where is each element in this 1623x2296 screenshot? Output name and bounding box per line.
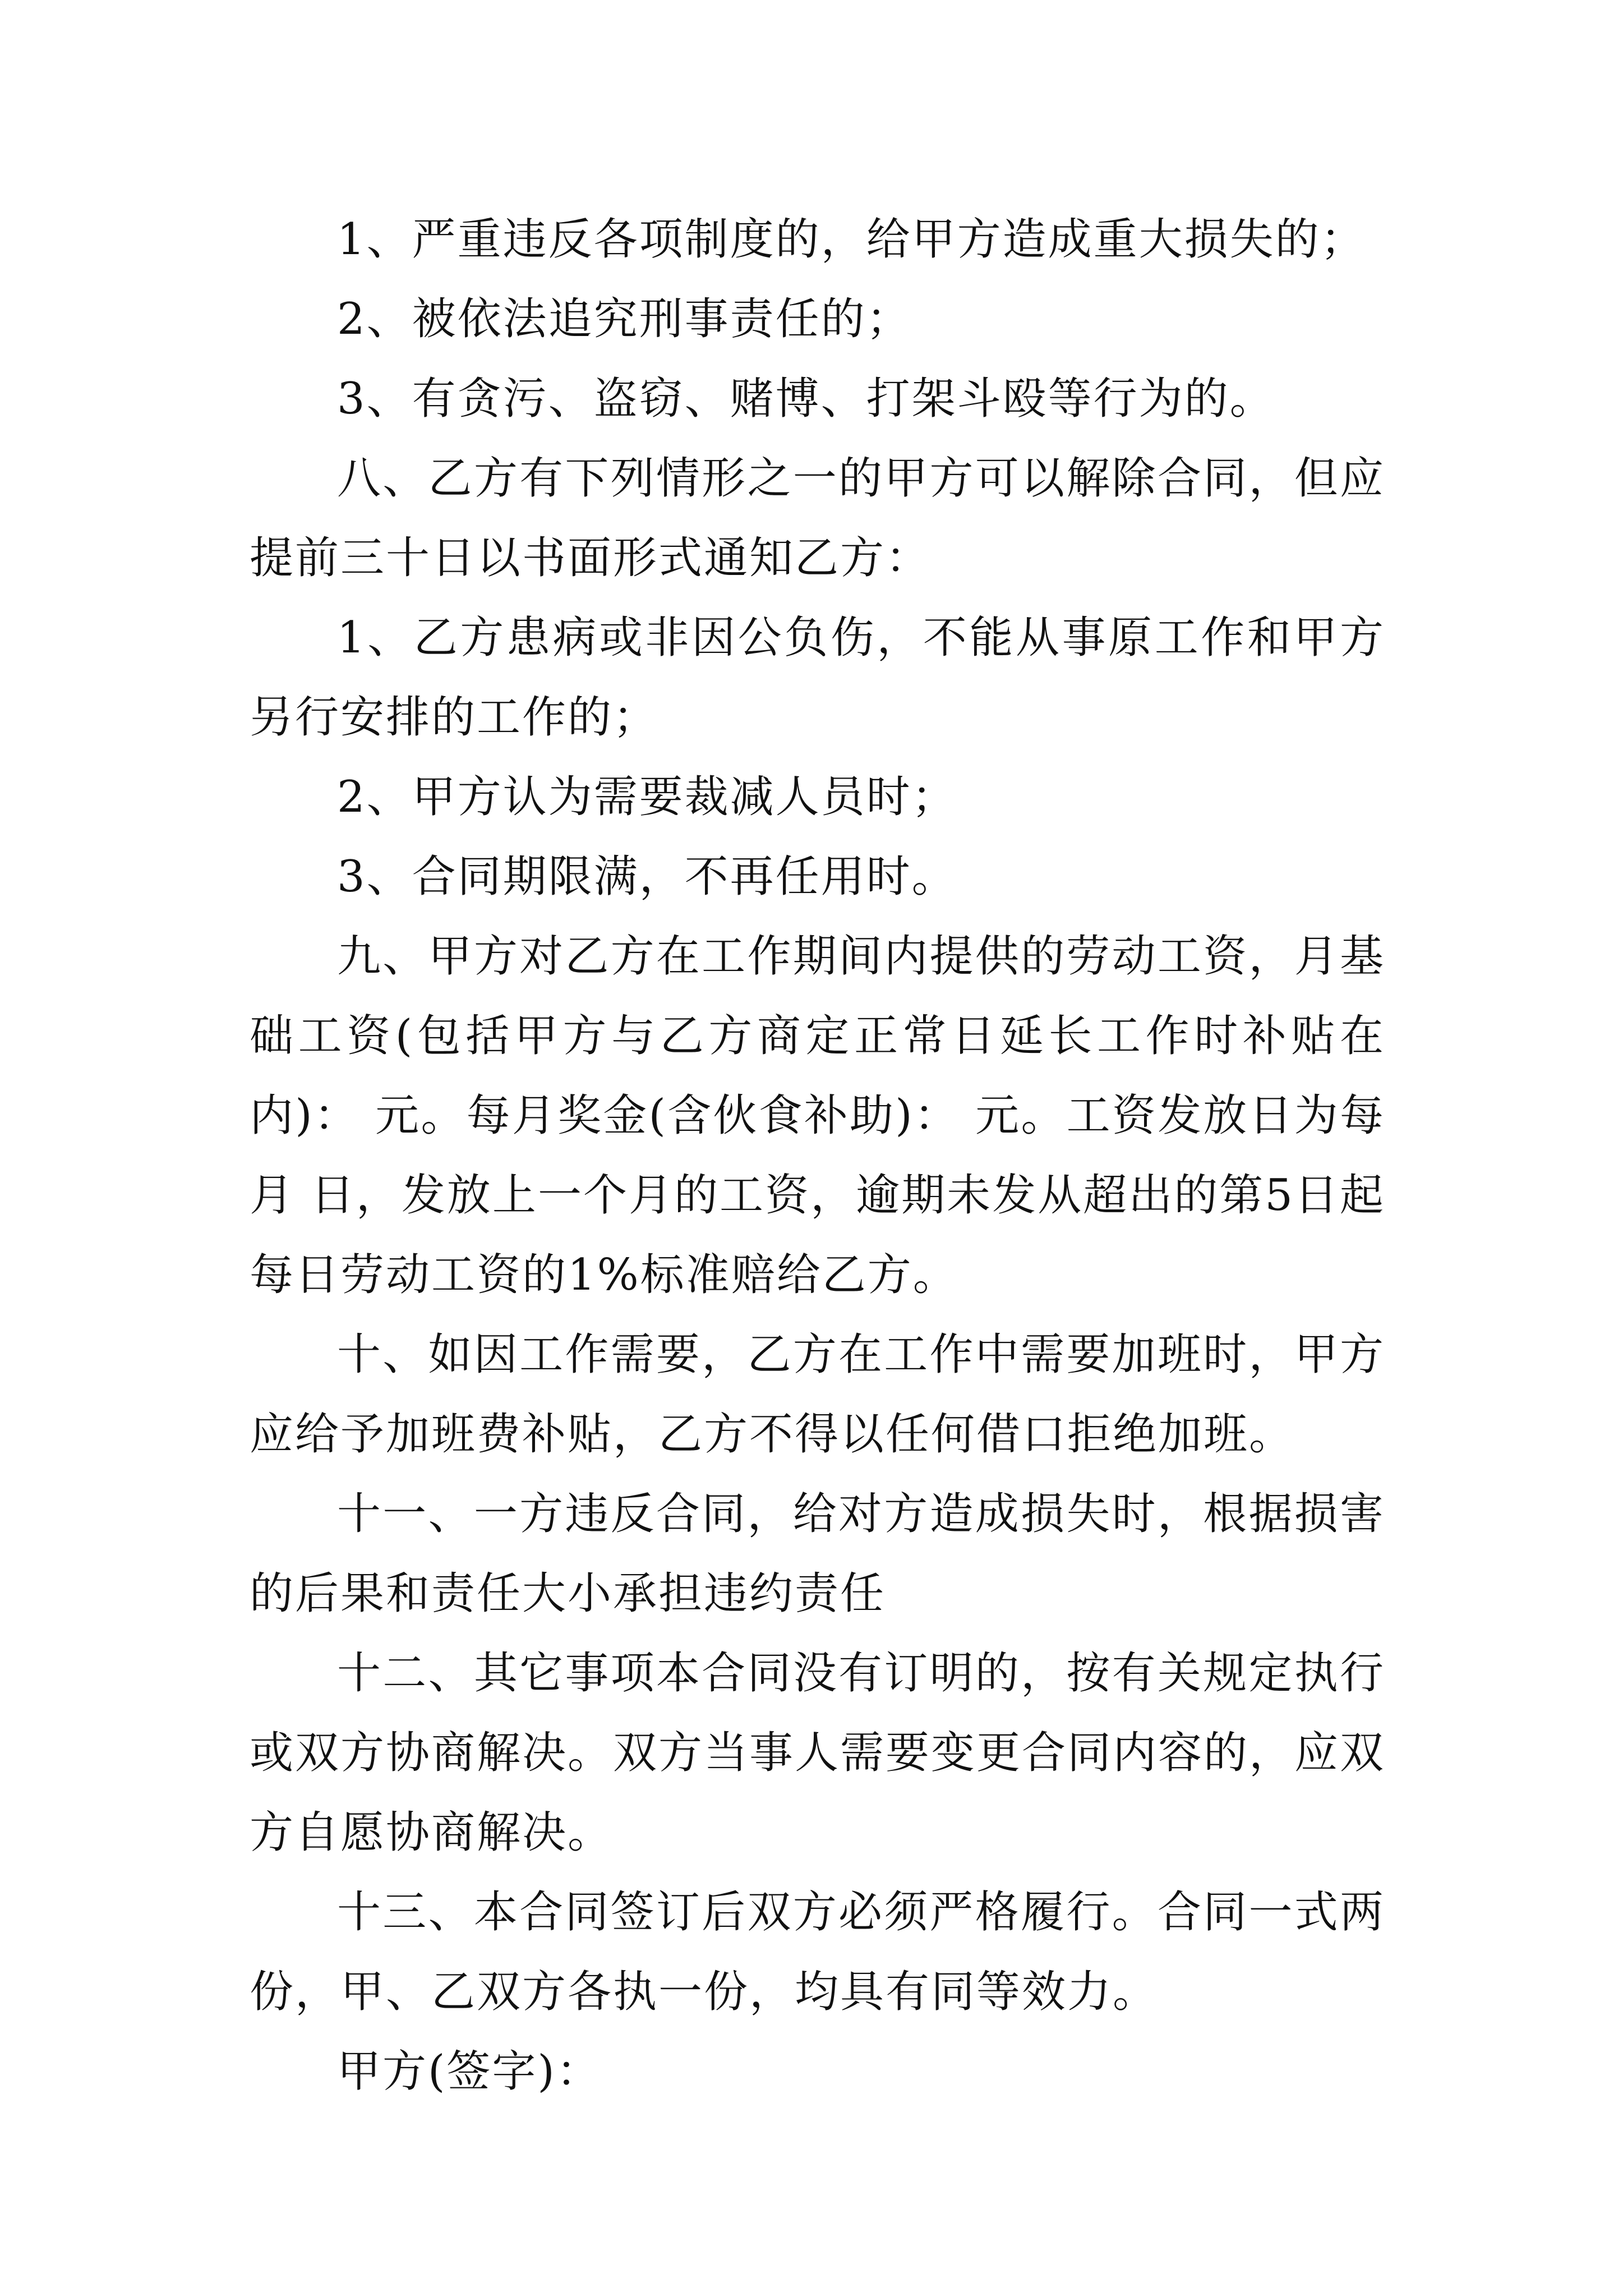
clause-eight-item-3: 3、合同期限满，不再任用时。 <box>337 852 957 902</box>
clause-eight-item-2: 2、甲方认为需要裁减人员时； <box>337 772 957 822</box>
clause-thirteen: 十三、本合同签订后双方必须严格履行。合同一式两份，甲、乙双方各执一份，均具有同等效力。 <box>250 1887 1385 2017</box>
clause-nine: 九、甲方对乙方在工作期间内提供的劳动工资，月基础工资(包括甲方与乙方商定正常日延长工作时补贴在内)： 元。每月奖金(含伙食补助)： 元。工资发放日为每月 日，发放上一个月的工资，逾期未发从超出的第5日起每日劳动工资的1%标准赔给乙方。 <box>250 931 1385 1300</box>
clause-ten: 十、如因工作需要，乙方在工作中需要加班时，甲方应给予加班费补贴，乙方不得以任何借口拒绝加班。 <box>250 1329 1385 1460</box>
clause-twelve: 十二、其它事项本合同没有订明的，按有关规定执行或双方协商解决。双方当事人需要变更合同内容的，应双方自愿协商解决。 <box>250 1648 1386 1858</box>
clause-eleven: 十一、一方违反合同，给对方造成损失时，根据损害的后果和责任大小承担违约责任 <box>250 1489 1385 1619</box>
clause-eight-item-1: 1、乙方患病或非因公负伤，不能从事原工作和甲方另行安排的工作的； <box>250 613 1385 743</box>
clause-item-3: 3、有贪污、盗窃、赌博、打架斗殴等行为的。 <box>337 374 1275 424</box>
contract-body <box>250 200 1385 2111</box>
party-a-signature-label: 甲方(签字)： <box>337 2046 602 2097</box>
clause-eight: 八、乙方有下列情形之一的甲方可以解除合同，但应提前三十日以书面形式通知乙方： <box>250 453 1385 583</box>
clause-item-2: 2、被依法追究刑事责任的； <box>337 294 912 344</box>
clause-item-1: 1、严重违反各项制度的，给甲方造成重大损失的； <box>337 214 1366 265</box>
